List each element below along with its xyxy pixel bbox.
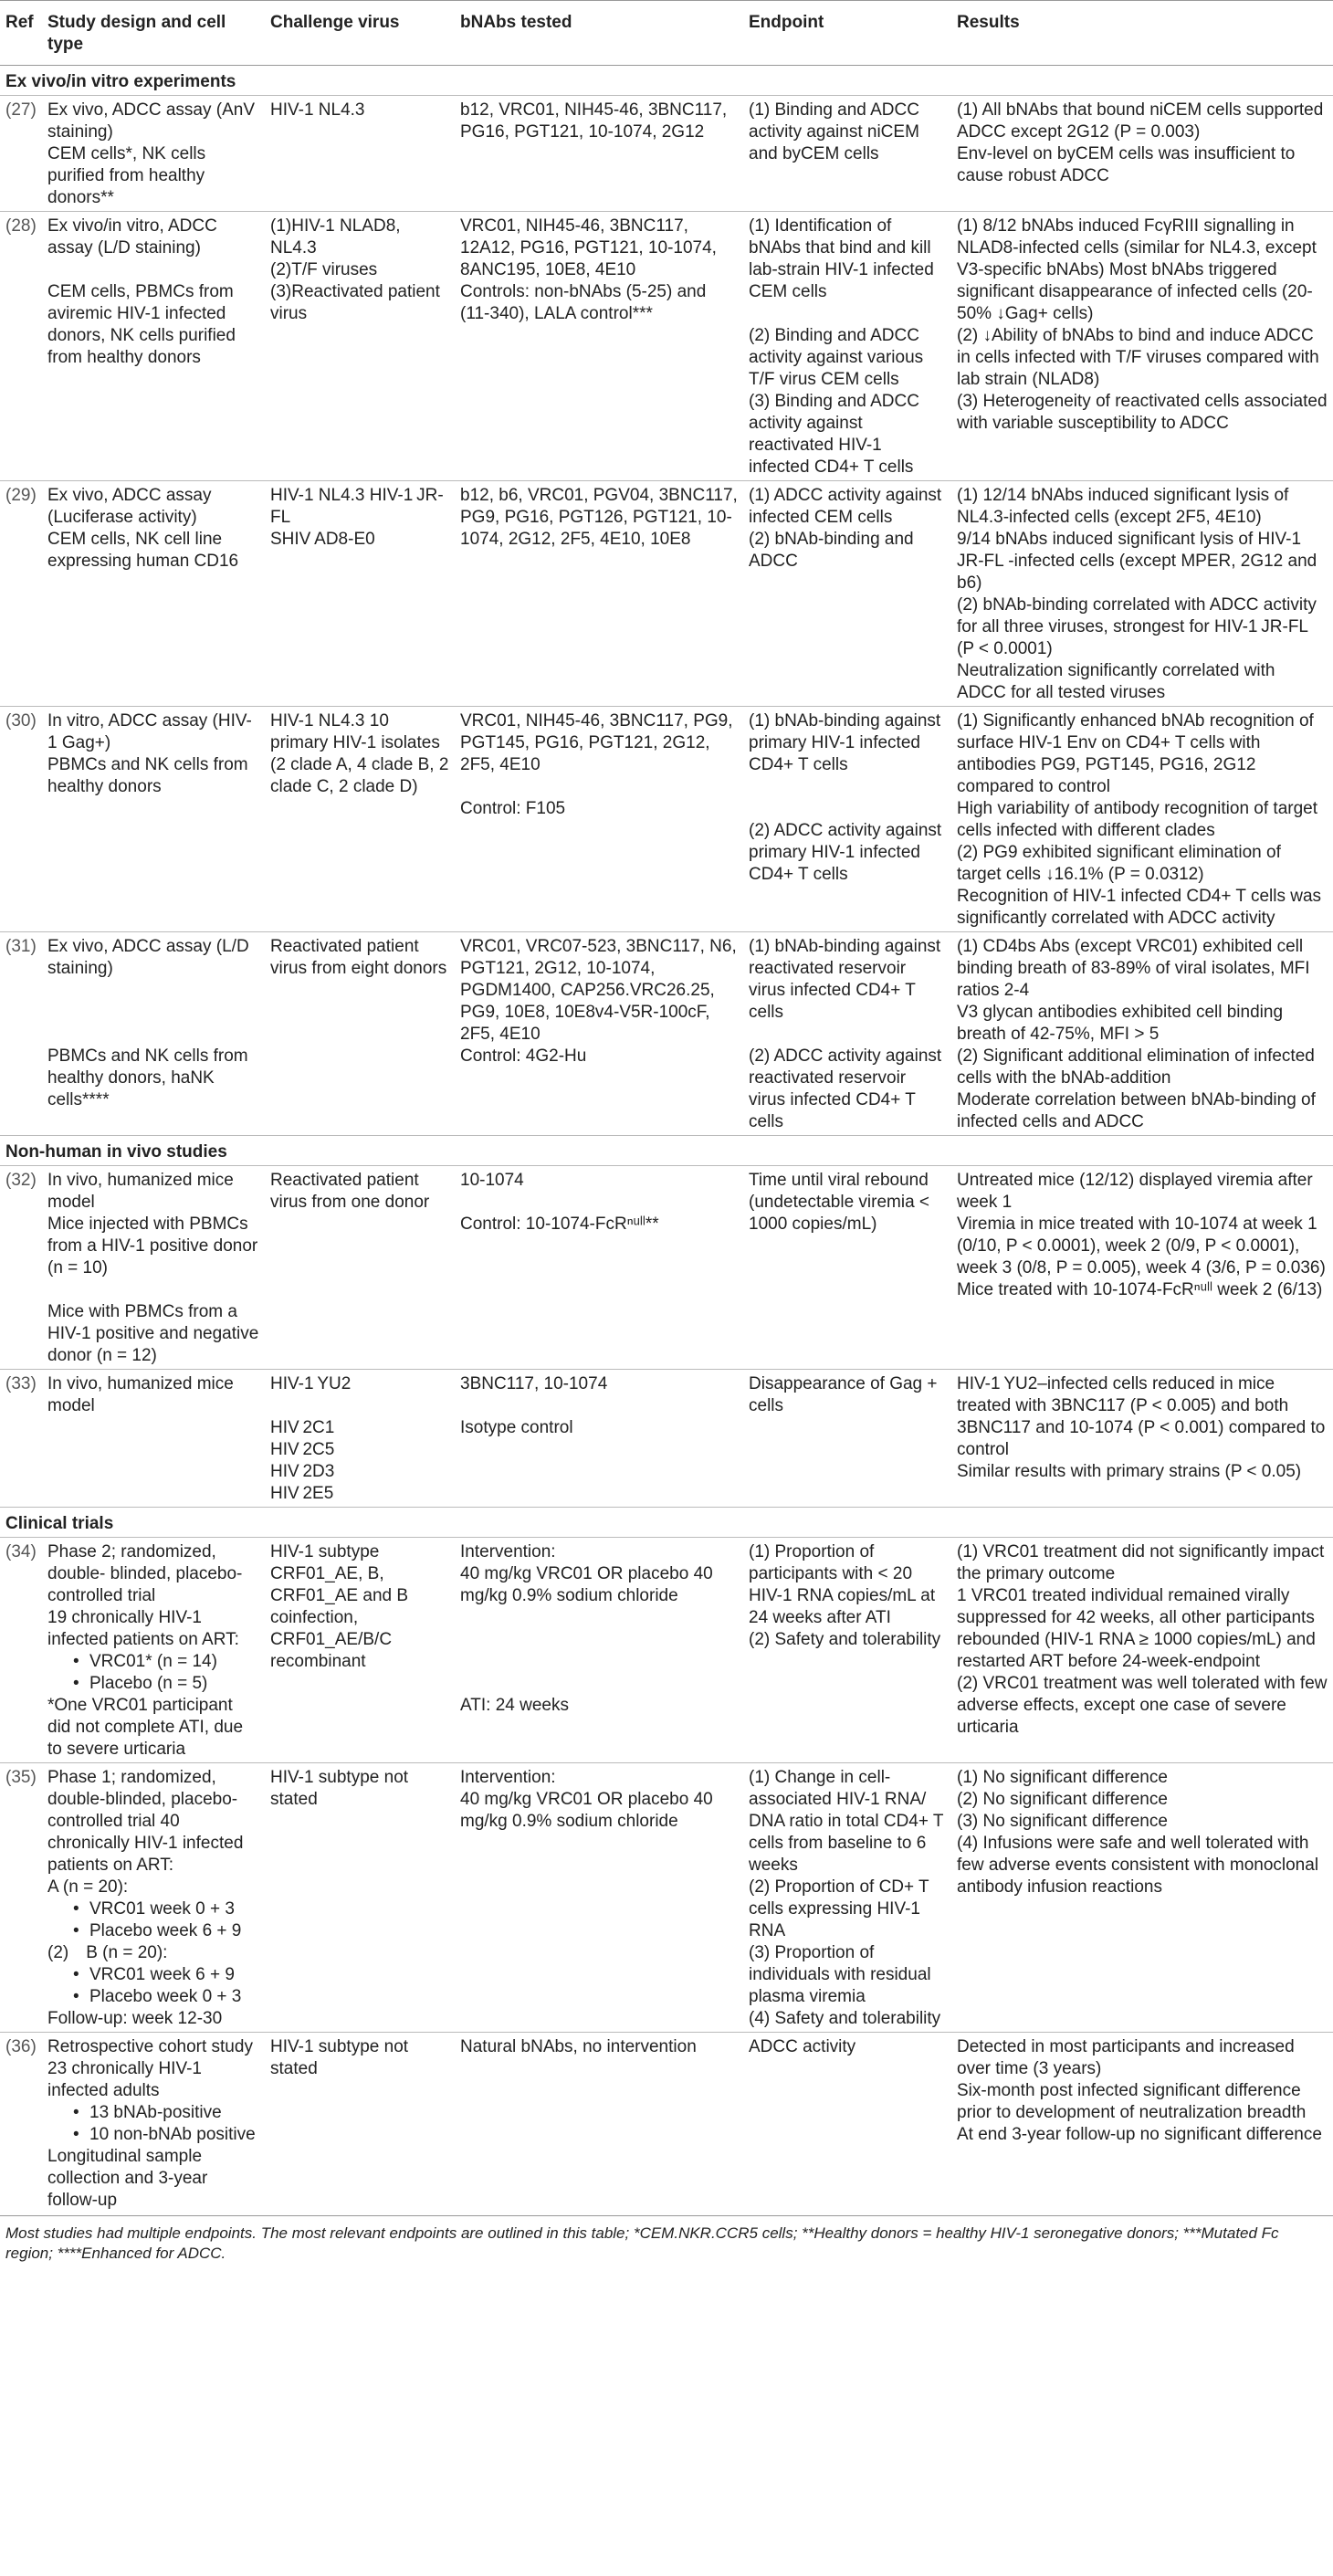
results-cell (951, 1763, 1333, 2033)
results-line: Similar results with primary strains (P < 0.05) (957, 1462, 1302, 1481)
ref-cell: (29) (0, 481, 42, 707)
table-row (0, 1166, 1333, 1370)
virus-line: HIV-1 subtype CRF01_AE, B, CRF01_AE and B coinfection, CRF01_AE/B/C recombinant (270, 1542, 409, 1671)
virus-line: HIV 2E5 (270, 1484, 334, 1503)
bnabs-cell (455, 1538, 743, 1763)
results-line: (2) bNAb-binding correlated with ADCC activity for all three viruses, strongest for HIV-1 JR-FL (P < 0.0001) (957, 595, 1317, 658)
endpoint-cell (743, 2033, 951, 2214)
design-line: Longitudinal sample collection and 3-year follow-up (47, 2147, 208, 2210)
design-cell (42, 2033, 265, 2214)
virus-line: HIV-1 subtype not stated (270, 1768, 409, 1809)
design-line: Ex vivo, ADCC assay (L/D staining) (47, 937, 249, 978)
design-line: (2) B (n = 20): (47, 1943, 168, 1962)
bnabs-cell (455, 707, 743, 932)
bnabs-line: 3BNC117, 10-1074 (460, 1374, 608, 1393)
ref-cell: (31) (0, 932, 42, 1136)
virus-cell (265, 96, 455, 212)
design-line: A (n = 20): (47, 1877, 129, 1897)
endpoint-cell (743, 707, 951, 932)
table-row (0, 481, 1333, 707)
endpoint-line: (1) bNAb-binding against reactivated reservoir virus infected CD4+ T cells (749, 937, 941, 1022)
table-row (0, 1538, 1333, 1763)
design-line (47, 259, 259, 281)
design-line: CEM cells*, NK cells purified from healthy donors** (47, 144, 206, 207)
results-line: (2) ↓Ability of bNAbs to bind and induce ADCC in cells infected with T/F viruses compared with lab strain (NLAD8) (957, 326, 1319, 389)
results-cell (951, 481, 1333, 707)
header-bnabs: bNAbs tested (455, 1, 743, 66)
bnabs-line: Intervention: (460, 1542, 556, 1561)
endpoint-cell (743, 932, 951, 1136)
virus-cell (265, 707, 455, 932)
virus-line (270, 1395, 449, 1417)
design-line: In vivo, humanized mice model (47, 1374, 234, 1415)
virus-line: HIV-1 NL4.3 (270, 100, 365, 120)
bnabs-line: b12, b6, VRC01, PGV04, 3BNC117, PG9, PG16, PGT126, PGT121, 10-1074, 2G12, 2F5, 4E10, 10E8 (460, 486, 738, 549)
design-cell (42, 481, 265, 707)
endpoint-line: Time until viral rebound (undetectable viremia < 1000 copies/mL) (749, 1171, 930, 1234)
results-cell (951, 96, 1333, 212)
results-cell (951, 2033, 1333, 2214)
virus-cell (265, 1166, 455, 1370)
endpoint-cell (743, 1370, 951, 1508)
virus-cell (265, 1370, 455, 1508)
virus-line: (3)Reactivated patient virus (270, 282, 440, 323)
endpoint-line: (1) Proportion of participants with < 20 HIV-1 RNA copies/mL at 24 weeks after ATI (749, 1542, 936, 1627)
design-line: In vivo, humanized mice model (47, 1171, 234, 1212)
results-line: 1 VRC01 treated individual remained virally suppressed for 42 weeks, all other participants rebounded (HIV-1 RNA ≥ 1000 copies/mL) and restarted ART before 24-week-endpoint (957, 1586, 1316, 1671)
cohort-list-item: • Placebo week 0 + 3 (73, 1986, 259, 2008)
cohort-list-item: • VRC01 week 6 + 9 (73, 1964, 259, 1986)
virus-cell (265, 1763, 455, 2033)
cohort-list-item: • Placebo week 6 + 9 (73, 1920, 259, 1942)
design-line: 19 chronically HIV-1 infected patients on ART: (47, 1608, 239, 1649)
section-title: Non-human in vivo studies (0, 1136, 1333, 1166)
table-row (0, 96, 1333, 212)
endpoint-line (749, 303, 946, 325)
bnabs-cell (455, 481, 743, 707)
bnabs-cell (455, 96, 743, 212)
results-line: Neutralization significantly correlated with ADCC for all tested viruses (957, 661, 1275, 702)
cohort-list-item: • VRC01 week 0 + 3 (73, 1898, 259, 1920)
bnabs-line: VRC01, VRC07-523, 3BNC117, N6, PGT121, 2G12, 10-1074, PGDM1400, CAP256.VRC26.25, PG9, 10E8, 10E8v4-V5R-100cF, 2F5, 4E10 (460, 937, 737, 1044)
bnabs-cell (455, 1763, 743, 2033)
table-header-row (0, 1, 1333, 66)
endpoint-line: (4) Safety and tolerability (749, 2009, 941, 2028)
cohort-list (47, 1964, 259, 2008)
table-footnote: Most studies had multiple endpoints. The most relevant endpoints are outlined in this table; *CEM.NKR.CCR5 cells; **Healthy donors = healthy HIV-1 seronegative donors; ***Mutated Fc region; ****Enhanced for ADCC. (0, 2215, 1333, 2264)
design-line: Ex vivo, ADCC assay (Luciferase activity) (47, 486, 212, 527)
virus-line: SHIV AD8-E0 (270, 530, 375, 549)
virus-line: HIV-1 NL4.3 10 primary HIV-1 isolates (2 clade A, 4 clade B, 2 clade C, 2 clade D) (270, 711, 449, 796)
results-line: V3 glycan antibodies exhibited cell binding breath of 42-75%, MFI > 5 (957, 1003, 1284, 1044)
header-design: Study design and cell type (42, 1, 265, 66)
bnabs-line: Isotype control (460, 1418, 573, 1437)
design-line: Phase 2; randomized, double- blinded, placebo-controlled trial (47, 1542, 243, 1605)
results-line: Env-level on byCEM cells was insufficient to cause robust ADCC (957, 144, 1296, 185)
bnabs-line: Control: 4G2-Hu (460, 1046, 587, 1066)
design-cell (42, 212, 265, 481)
ref-cell: (33) (0, 1370, 42, 1508)
header-results: Results (951, 1, 1333, 66)
design-cell (42, 96, 265, 212)
endpoint-cell (743, 481, 951, 707)
results-line: (3) No significant difference (957, 1812, 1168, 1831)
bnabs-line: Control: 10-1074-FcRⁿᵘˡˡ** (460, 1214, 659, 1234)
table-row (0, 932, 1333, 1136)
bnabs-line: b12, VRC01, NIH45-46, 3BNC117, PG16, PGT121, 10-1074, 2G12 (460, 100, 728, 142)
design-line: *One VRC01 participant did not complete ATI, due to severe urticaria (47, 1696, 244, 1759)
design-line: Mice with PBMCs from a HIV-1 positive and negative donor (n = 12) (47, 1302, 259, 1365)
design-line: Retrospective cohort study (47, 2037, 253, 2056)
virus-cell (265, 212, 455, 481)
bnabs-line: VRC01, NIH45-46, 3BNC117, 12A12, PG16, PGT121, 10-1074, 8ANC195, 10E8, 4E10 (460, 216, 717, 279)
results-line: (2) VRC01 treatment was well tolerated with few adverse effects, except one case of severe urticaria (957, 1674, 1328, 1737)
results-line: Recognition of HIV-1 infected CD4+ T cells was significantly correlated with ADCC activity (957, 887, 1322, 928)
endpoint-line: (2) Safety and tolerability (749, 1630, 941, 1649)
virus-line: Reactivated patient virus from eight donors (270, 937, 447, 978)
design-line: Phase 1; randomized, double-blinded, placebo-controlled trial 40 chronically HIV-1 infected patients on ART: (47, 1768, 244, 1875)
results-line: (1) CD4bs Abs (except VRC01) exhibited cell binding breath of 83-89% of viral isolates, MFI ratios 2-4 (957, 937, 1310, 1000)
results-line: High variability of antibody recognition of target cells infected with different clades (957, 799, 1318, 840)
results-cell (951, 707, 1333, 932)
table-row (0, 1370, 1333, 1508)
bnabs-line: VRC01, NIH45-46, 3BNC117, PG9, PGT145, PG16, PGT121, 2G12, 2F5, 4E10 (460, 711, 733, 774)
results-line: 9/14 bNAbs induced significant lysis of HIV-1 JR-FL -infected cells (except MPER, 2G12 and b6) (957, 530, 1317, 593)
results-cell (951, 1370, 1333, 1508)
endpoint-cell (743, 212, 951, 481)
cohort-list (47, 1651, 259, 1695)
results-line: (1) All bNAbs that bound niCEM cells supported ADCC except 2G12 (P = 0.003) (957, 100, 1324, 142)
bnabs-line: 40 mg/kg VRC01 OR placebo 40 mg/kg 0.9% sodium chloride (460, 1564, 713, 1605)
endpoint-cell (743, 96, 951, 212)
results-line: Six-month post infected significant difference prior to development of neutralization breadth (957, 2081, 1307, 2122)
bnabs-cell (455, 932, 743, 1136)
cohort-list-item: • 13 bNAb-positive (73, 2102, 259, 2124)
bnabs-line (460, 1395, 738, 1417)
endpoint-line: Disappearance of Gag + cells (749, 1374, 938, 1415)
virus-line: HIV-1 YU2 (270, 1374, 352, 1393)
bnabs-line (460, 1192, 738, 1214)
endpoint-cell (743, 1538, 951, 1763)
ref-cell: (34) (0, 1538, 42, 1763)
design-line: 23 chronically HIV-1 infected adults (47, 2059, 202, 2100)
endpoint-line: (2) ADCC activity against reactivated reservoir virus infected CD4+ T cells (749, 1046, 942, 1131)
table-row (0, 212, 1333, 481)
endpoint-line: (2) Binding and ADCC activity against various T/F virus CEM cells (749, 326, 924, 389)
results-line: Mice treated with 10-1074-FcRⁿᵘˡˡ week 2 (6/13) (957, 1280, 1323, 1299)
section-title: Ex vivo/in vitro experiments (0, 66, 1333, 96)
design-cell (42, 1538, 265, 1763)
endpoint-cell (743, 1166, 951, 1370)
results-line: (2) Significant additional elimination of infected cells with the bNAb-addition (957, 1046, 1315, 1088)
endpoint-line: (2) ADCC activity against primary HIV-1 infected CD4+ T cells (749, 821, 942, 884)
cohort-list (47, 2102, 259, 2146)
ref-cell: (27) (0, 96, 42, 212)
design-line: CEM cells, NK cell line expressing human CD16 (47, 530, 239, 571)
design-line: Ex vivo, ADCC assay (AnV staining) (47, 100, 256, 142)
cohort-list-item: • 10 non-bNAb positive (73, 2124, 259, 2146)
virus-line: Reactivated patient virus from one donor (270, 1171, 430, 1212)
endpoint-line: ADCC activity (749, 2037, 856, 2056)
results-line: HIV-1 YU2–infected cells reduced in mice treated with 3BNC117 (P < 0.005) and both 3BNC117 and 10-1074 (P < 0.001) compared to control (957, 1374, 1326, 1459)
table-body (0, 66, 1333, 2214)
bnabs-line: 40 mg/kg VRC01 OR placebo 40 mg/kg 0.9% sodium chloride (460, 1790, 713, 1831)
virus-line: (1)HIV-1 NLAD8, NL4.3 (270, 216, 401, 258)
design-line: Ex vivo/in vitro, ADCC assay (L/D staining) (47, 216, 217, 258)
results-line: Untreated mice (12/12) displayed viremia after week 1 (957, 1171, 1313, 1212)
design-line: CEM cells, PBMCs from aviremic HIV-1 infected donors, NK cells purified from healthy donors (47, 282, 236, 367)
design-line (47, 1279, 259, 1301)
virus-line: HIV 2C5 (270, 1440, 335, 1459)
section-title: Clinical trials (0, 1508, 1333, 1538)
table-row (0, 1763, 1333, 2033)
ref-cell: (30) (0, 707, 42, 932)
design-cell (42, 707, 265, 932)
bnabs-line: 10-1074 (460, 1171, 524, 1190)
design-line: Mice injected with PBMCs from a HIV-1 positive donor (n = 10) (47, 1214, 258, 1277)
design-cell (42, 1370, 265, 1508)
table-row (0, 707, 1333, 932)
endpoint-line: (2) bNAb-binding and ADCC (749, 530, 914, 571)
design-line: In vitro, ADCC assay (HIV-1 Gag+) (47, 711, 252, 752)
endpoint-line: (1) ADCC activity against infected CEM cells (749, 486, 942, 527)
results-line: (3) Heterogeneity of reactivated cells associated with variable susceptibility to ADCC (957, 392, 1328, 433)
endpoint-line: (1) bNAb-binding against primary HIV-1 infected CD4+ T cells (749, 711, 941, 774)
header-endpoint: Endpoint (743, 1, 951, 66)
results-cell (951, 932, 1333, 1136)
section-row (0, 1136, 1333, 1166)
design-line (47, 980, 259, 1002)
bnabs-line (460, 1607, 738, 1629)
endpoint-line: (3) Binding and ADCC activity against reactivated HIV-1 infected CD4+ T cells (749, 392, 919, 477)
design-line: PBMCs and NK cells from healthy donors, haNK cells**** (47, 1046, 248, 1109)
header-ref: Ref (0, 1, 42, 66)
virus-cell (265, 481, 455, 707)
endpoint-line (749, 776, 946, 798)
results-line: (1) VRC01 treatment did not significantly impact the primary outcome (957, 1542, 1325, 1583)
results-line: (2) No significant difference (957, 1790, 1168, 1809)
results-line: Detected in most participants and increased over time (3 years) (957, 2037, 1295, 2078)
bnabs-line (460, 1629, 738, 1651)
results-cell (951, 1538, 1333, 1763)
endpoint-line: (1) Identification of bNAbs that bind and kill lab-strain HIV-1 infected CEM cells (749, 216, 934, 301)
table-row (0, 2033, 1333, 2214)
endpoint-line: (2) Proportion of CD+ T cells expressing HIV-1 RNA (749, 1877, 929, 1940)
endpoint-line: (1) Change in cell-associated HIV-1 RNA/ DNA ratio in total CD4+ T cells from baseline to 6 weeks (749, 1768, 944, 1875)
bnabs-line: Intervention: (460, 1768, 556, 1787)
bnabs-line: Controls: non-bNAbs (5-25) and (11-340), LALA control*** (460, 282, 707, 323)
bnabs-cell (455, 2033, 743, 2214)
results-line: (1) 12/14 bNAbs induced significant lysis of NL4.3-infected cells (except 2F5, 4E10) (957, 486, 1289, 527)
bnabs-line (460, 1673, 738, 1695)
virus-line: HIV 2D3 (270, 1462, 335, 1481)
results-cell (951, 212, 1333, 481)
ref-cell: (28) (0, 212, 42, 481)
endpoint-line (749, 1024, 946, 1046)
results-line: (4) Infusions were safe and well tolerated with few adverse events consistent with monoclonal antibody infusion reactions (957, 1834, 1319, 1897)
bnabs-cell (455, 1370, 743, 1508)
section-row (0, 1508, 1333, 1538)
endpoint-line: (3) Proportion of individuals with residual plasma viremia (749, 1943, 931, 2006)
results-line: (2) PG9 exhibited significant elimination of target cells ↓16.1% (P = 0.0312) (957, 843, 1281, 884)
design-line: PBMCs and NK cells from healthy donors (47, 755, 248, 796)
bnabs-cell (455, 1166, 743, 1370)
virus-line: HIV-1 NL4.3 HIV-1 JR-FL (270, 486, 444, 527)
virus-line: HIV 2C1 (270, 1418, 335, 1437)
ref-cell: (36) (0, 2033, 42, 2214)
results-line: Viremia in mice treated with 10-1074 at week 1 (0/10, P < 0.0001), week 2 (0/9, P < 0.0001), week 3 (0/8, P = 0.005), week 4 (3/6, P = 0.036) (957, 1214, 1326, 1277)
virus-cell (265, 1538, 455, 1763)
header-virus: Challenge virus (265, 1, 455, 66)
design-cell (42, 1763, 265, 2033)
ref-cell: (35) (0, 1763, 42, 2033)
results-line: (1) No significant difference (957, 1768, 1168, 1787)
virus-line: HIV-1 subtype not stated (270, 2037, 409, 2078)
cohort-list (47, 1898, 259, 1942)
design-line: Follow-up: week 12-30 (47, 2009, 223, 2028)
results-line: (1) 8/12 bNAbs induced FcγRIII signalling in NLAD8-infected cells (similar for NL4.3, except V3-specific bNAbs) Most bNAbs triggered significant disappearance of infected cells (20-50% ↓Gag+ cells) (957, 216, 1317, 323)
ref-cell: (32) (0, 1166, 42, 1370)
cohort-list-item: • VRC01* (n = 14) (73, 1651, 259, 1673)
results-line: Moderate correlation between bNAb-binding of infected cells and ADCC (957, 1090, 1316, 1131)
bnabs-cell (455, 212, 743, 481)
design-line (47, 1002, 259, 1024)
virus-cell (265, 932, 455, 1136)
virus-cell (265, 2033, 455, 2214)
endpoint-line (749, 798, 946, 820)
cohort-list-item: • Placebo (n = 5) (73, 1673, 259, 1695)
results-line: At end 3-year follow-up no significant difference (957, 2125, 1322, 2144)
results-cell (951, 1166, 1333, 1370)
design-line (47, 1024, 259, 1046)
design-cell (42, 1166, 265, 1370)
endpoint-line: (1) Binding and ADCC activity against niCEM and byCEM cells (749, 100, 919, 163)
design-cell (42, 932, 265, 1136)
bnabs-line: Natural bNAbs, no intervention (460, 2037, 697, 2056)
bnabs-line (460, 1651, 738, 1673)
virus-line: (2)T/F viruses (270, 260, 378, 279)
endpoint-cell (743, 1763, 951, 2033)
bnabs-line: ATI: 24 weeks (460, 1696, 569, 1715)
bnabs-line (460, 776, 738, 798)
section-row (0, 66, 1333, 96)
bnabs-line: Control: F105 (460, 799, 566, 818)
results-line: (1) Significantly enhanced bNAb recognition of surface HIV-1 Env on CD4+ T cells with antibodies PG9, PGT145, PG16, 2G12 compared to control (957, 711, 1314, 796)
